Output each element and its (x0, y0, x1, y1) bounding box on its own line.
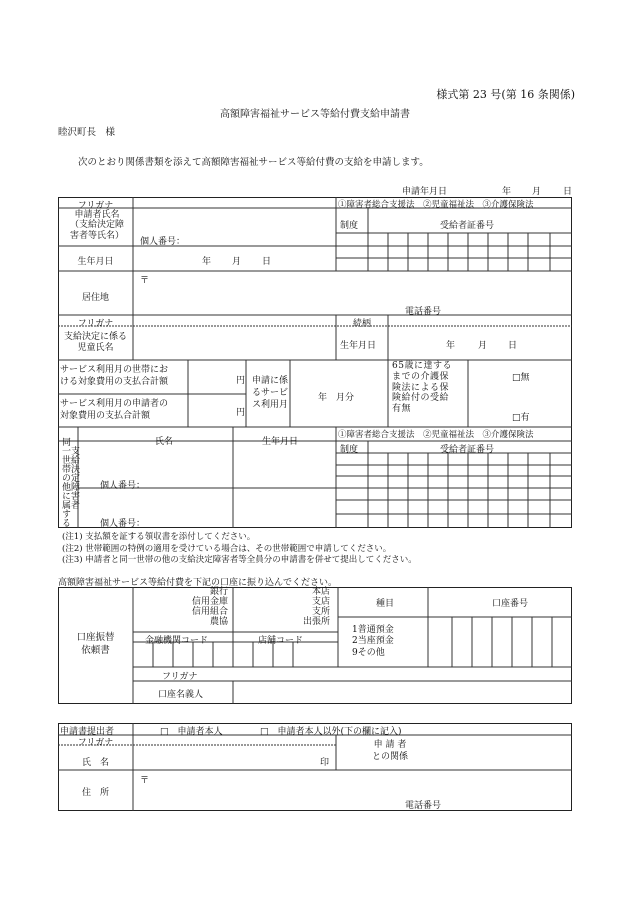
household-personal-no-2: 個人番号： (100, 519, 146, 529)
child-furigana-label: フリガナ (77, 319, 114, 329)
account-no-label: 口座番号 (491, 599, 528, 609)
seal-mark: 印 (320, 758, 330, 768)
applicant-name-label: 申請者氏名 （支給決定障 害者等氏名） (69, 210, 124, 241)
date-day: 日 (563, 187, 573, 197)
date-month: 月 (532, 187, 542, 197)
branch-types: 本店 支店 支所 出張所 (302, 587, 330, 627)
note-2: (注2) 世帯範囲の特例の適用を受けている場合は、その世帯範囲で申請してください。 (62, 544, 392, 554)
age65-label: 65歳に達する までの介護保 険法による保 険給付の受給 有無 (392, 361, 452, 415)
note-1: (注1) 支払額を証する領収書を添付してください。 (62, 532, 256, 542)
kind-label: 種目 (375, 599, 394, 609)
cert-no-label: 受給者証番号 (440, 221, 495, 231)
note-3: (注3) 申請者と同一世帯の他の支給決定障害者等全員分の申請書を併せて提出してください。 (62, 555, 417, 565)
form-title: 高額障害福祉サービス等給付費支給申請書 (220, 109, 410, 120)
household-name-label: 氏名 (155, 437, 174, 447)
submitter-phone-label: 電話番号 (405, 801, 442, 811)
intro-text: 次のとおり関係書類を添えて高額障害福祉サービス等給付費の支給を申請します。 (78, 157, 429, 168)
child-birth-label: 生年月日 (340, 341, 377, 351)
law-options: ①障害者総合支援法 ②児童福祉法 ③介護保険法 (338, 200, 534, 210)
child-birth-day: 日 (508, 341, 518, 351)
applicant-cost-label: サービス利用月の申請者の 対象費用の支払合計額 (60, 399, 169, 422)
address-label: 居住地 (81, 293, 109, 303)
birth-year: 年 (202, 257, 212, 267)
household-side-label2: 支給決定障害者 (69, 446, 79, 509)
birth-label: 生年月日 (77, 257, 114, 267)
bank-types: 銀行 信用金庫 信用組合 農協 (191, 587, 228, 627)
household-side-label: 同一世帯の他に属する (60, 437, 70, 527)
none-checkbox[interactable]: □無 (512, 373, 530, 383)
birth-day: 日 (262, 257, 272, 267)
household-personal-no-1: 個人番号： (100, 481, 146, 491)
service-month-label: 申請に係 るサービ ス利用月 (252, 376, 289, 411)
household-cost-yen: 円 (236, 376, 246, 386)
postal-mark: 〒 (140, 276, 150, 286)
applicant-personal-no: 個人番号： (140, 237, 186, 247)
submitter-furigana-label: フリガナ (77, 738, 114, 748)
form-number: 様式第 23 号(第 16 条関係) (436, 88, 575, 101)
bank-intro: 高額障害福祉サービス等給付費を下記の口座に振り込んでください。 (58, 578, 338, 588)
account-holder-label: 口座名義人 (158, 690, 204, 700)
submitter-label: 申請書提出者 (60, 727, 115, 737)
applicant-cost-yen: 円 (236, 408, 246, 418)
branch-code-label: 店舗コード (258, 636, 304, 646)
child-birth-month: 月 (478, 341, 488, 351)
submitter-self-checkbox[interactable]: □ 申請者本人 (160, 727, 223, 737)
bank-code-label: 金融機関コード (145, 636, 209, 646)
child-name-label: 支給決定に係る 児童氏名 (63, 332, 127, 353)
submitter-name-label: 氏 名 (81, 758, 109, 768)
child-birth-year: 年 (446, 341, 456, 351)
household-cost-label: サービス利用月の世帯にお ける対象費用の支払合計額 (60, 365, 169, 388)
submitter-relation-label: 申 請 者 との関係 (371, 740, 408, 762)
application-date-label: 申請年月日 (402, 187, 448, 197)
service-month-units: 年 月分 (318, 393, 355, 403)
bank-furigana-label: フリガナ (162, 672, 198, 682)
applicant-furigana-label: フリガナ (77, 201, 114, 211)
household-system-label: 制度 (340, 445, 359, 455)
yes-checkbox[interactable]: □有 (512, 413, 530, 423)
submitter-other-checkbox[interactable]: □ 申請者本人以外(下の欄に記入) (260, 727, 402, 737)
relation-label: 続柄 (352, 319, 371, 329)
addressee: 睦沢町長 様 (58, 127, 116, 138)
phone-label: 電話番号 (405, 307, 442, 317)
bank-label: 口座振替 依頼書 (76, 632, 115, 656)
birth-month: 月 (232, 257, 242, 267)
system-label: 制度 (340, 221, 359, 231)
account-kinds: 1普通預金 2当座預金 9その他 (352, 625, 394, 658)
date-year: 年 (502, 187, 512, 197)
household-birth-label: 生年月日 (262, 437, 299, 447)
submitter-address-label: 住 所 (81, 788, 109, 798)
submitter-postal-mark: 〒 (140, 776, 150, 786)
household-law-options: ①障害者総合支援法 ②児童福祉法 ③介護保険法 (338, 430, 534, 440)
household-cert-label: 受給者証番号 (440, 445, 495, 455)
